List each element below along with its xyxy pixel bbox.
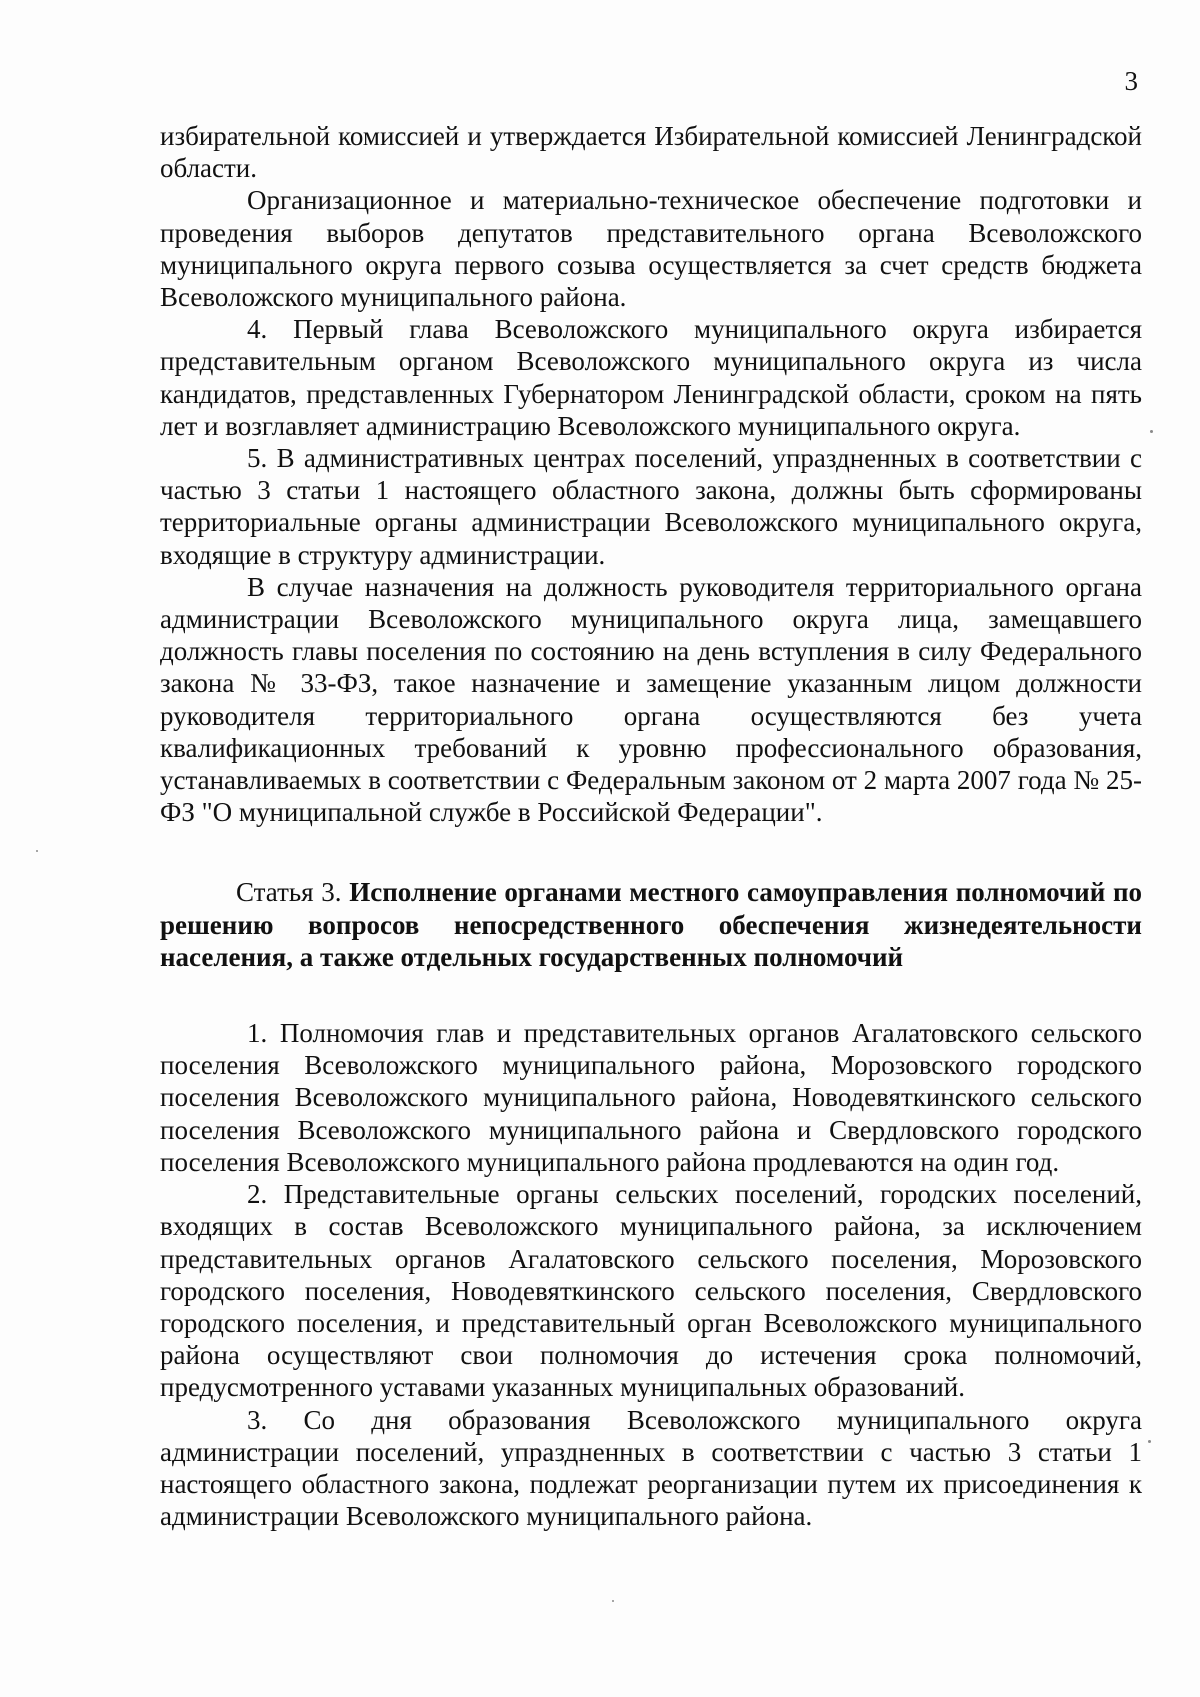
paragraph-continuation: избирательной комиссией и утверждается Избирательной комиссией Ленинградской области. [160, 121, 1142, 184]
document-body [160, 120, 1142, 1532]
scan-speck [1148, 1440, 1151, 1443]
paragraph-article-3-item-2: 2. Представительные органы сельских поселений, городских поселений, входящих в состав Всеволожского муниципального района, за исключением представительных органов Агалатовского сельского поселения, Морозовского городского поселения, Новодевяткинского сельского поселения, Свердловского городского поселения, и представительный орган Всеволожского муниципального района осуществляют свои полномочия до истечения срока полномочий, предусмотренного уставами указанных муниципальных образований. [160, 1179, 1142, 1403]
paragraph-item-4: 4. Первый глава Всеволожского муниципального округа избирается представительным органом Всеволожского муниципального округа из числа кандидатов, представленных Губернатором Ленинградской области, сроком на пять лет и возглавляет администрацию Всеволожского муниципального округа. [160, 314, 1142, 441]
page-number: 3 [1124, 66, 1138, 96]
paragraph-article-3-item-3: 3. Со дня образования Всеволожского муниципального округа администрации поселений, упраздненных в соответствии с частью 3 статьи 1 настоящего областного закона, подлежат реорганизации путем их присоединения к администрации Всеволожского муниципального района. [160, 1404, 1142, 1532]
article-3-title [160, 876, 1142, 973]
article-number: Статья 3. [236, 877, 350, 908]
paragraph-article-3-item-1: 1. Полномочия глав и представительных органов Агалатовского сельского поселения Всеволожского муниципального района, Морозовского городского поселения Всеволожского муниципального района, Новодевяткинского сельского поселения Всеволожского муниципального района и Свердловского городского поселения Всеволожского муниципального района продлеваются на один год. [160, 1018, 1142, 1177]
spacer [160, 973, 1142, 1017]
paragraph-funding: Организационное и материально-техническое обеспечение подготовки и проведения выборов депутатов представительного органа Всеволожского муниципального округа первого созыва осуществляется за счет средств бюджета Всеволожского муниципального района. [160, 185, 1142, 313]
scan-speck [36, 850, 38, 852]
paragraph-item-5: 5. В административных центрах поселений, упраздненных в соответствии с частью 3 статьи 1 настоящего областного закона, должны быть сформированы территориальные органы администрации Всеволожского муниципального округа, входящие в структуру администрации. [160, 443, 1142, 570]
scan-speck [612, 1600, 614, 1602]
article-heading: Исполнение органами местного самоуправления полномочий по решению вопросов непосредственного обеспечения жизнедеятельности населения, а также отдельных государственных полномочий [160, 877, 1142, 972]
paragraph-appointment: В случае назначения на должность руководителя территориального органа администрации Всеволожского муниципального округа лица, замещавшего должность главы поселения по состоянию на день вступления в силу Федерального закона № 33-ФЗ, такое назначение и замещение указанным лицом должности руководителя территориального органа осуществляются без учета квалификационных требований к уровню профессионального образования, устанавливаемых в соответствии с Федеральным законом от 2 марта 2007 года № 25-ФЗ "О муниципальной службе в Российской Федерации". [160, 571, 1142, 828]
scan-speck [1150, 430, 1153, 433]
